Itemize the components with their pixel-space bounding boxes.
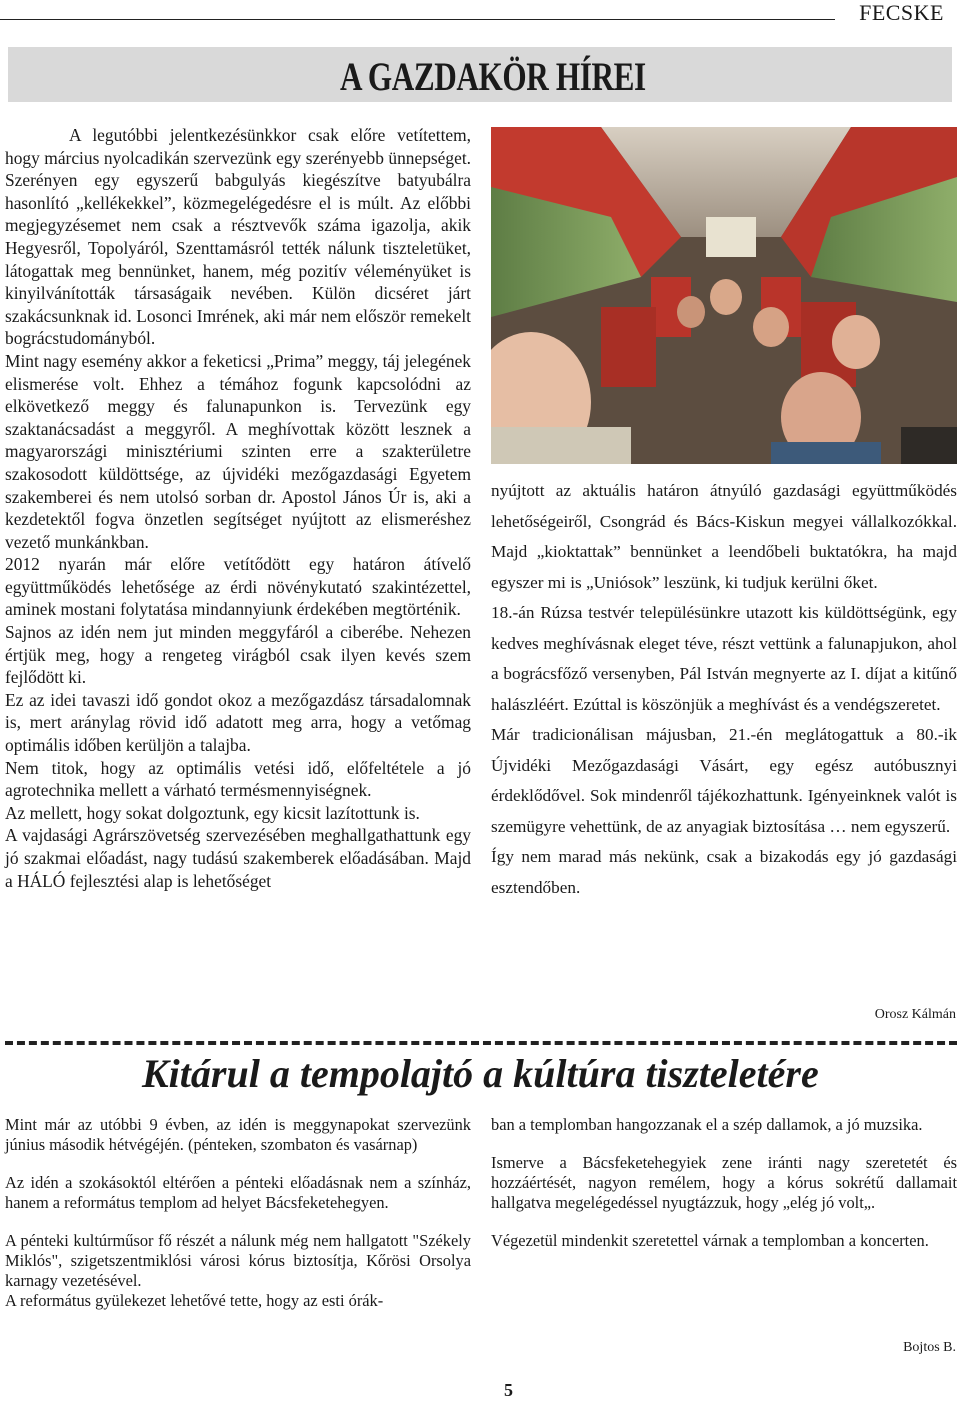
article1-paragraph: 18.-án Rúzsa testvér településünkre utazott kis küldöttségünk, egy kedves meghívásnak eleget téve, részt vettünk a falunapjukon, ahol a bográcsfőző versenyben, Pál István megnyerte az I. díjat a kitűnő halászléért. Ezúttal is köszönjük a meghívást és a vendégszeretet.	[491, 603, 957, 714]
article1-author: Orosz Kálmán	[874, 1007, 956, 1022]
page-number: 5	[504, 1380, 513, 1400]
article2-paragraph: A pénteki kultúrműsor fő részét a nálunk még nem hallgatott "Székely Miklós", szigetszentmiklósi városi kórus biztosítja, Kőrösi Orsolya karnagy vezetésével.	[5, 1231, 471, 1290]
article2-author: Bojtos B.	[903, 1340, 956, 1355]
article2-paragraph: Mint már az utóbbi 9 évben, az idén is meggynapokat szervezünk június második hétvégéjén. (pénteken, szombaton és vasárnap)	[5, 1115, 471, 1154]
article2-left-column	[5, 1115, 471, 1311]
section-title: A GAZDAKÖR HÍREI	[340, 54, 646, 99]
header-rule	[0, 19, 835, 20]
article1-paragraph: Sajnos az idén nem jut minden meggyfáról a ciberébe. Nehezen értjük meg, hogy a rengeteg virágból csak ilyen kevés szem fejlődött ki.	[5, 622, 471, 688]
section-divider	[5, 1041, 957, 1045]
section-banner	[8, 47, 952, 102]
article1-paragraph: Mint nagy esemény akkor a feketicsi „Prima” meggy, táj jelegének elismerése volt. Ehhez a témához fogunk kapcsolódni az elkövetkező meggy és falunapunkon is. Tervezünk egy szaktanácsadást a meggyről. A meghívottak között lesznek a magyarországi minisztériumi szinten erre a szakterületre szakosodott küldöttsége, az újvidéki mezőgazdasági Egyetem szakemberei és nem utolsó sorban dr. Apostol János Úr is, aki a kezdetektől fogva önzetlen segítséget nyújtott az elismeréshez vezető munkánkban.	[5, 350, 471, 552]
article1-paragraph: 2012 nyarán már előre vetítődött egy határon átívelő együttműködés lehetősége az érdi növénykutató szakintézettel, aminek mostani folytatása mindannyiunk érdekében megtörténik.	[5, 554, 471, 620]
article1-paragraph: nyújtott az aktuális határon átnyúló gazdasági együttműködés lehetőségeiről, Csongrád és Bács-Kiskun megyei vállalkozókkal. Majd „kioktattak” bennünket a leendőbeli buktatókra, ha majd egyszer mi is „Uniósok” leszünk, ki tudjuk kerülni őket.	[491, 481, 957, 592]
publication-name: FECSKE	[859, 0, 944, 25]
bus-interior-photo	[491, 127, 957, 464]
article1-paragraph: Nem titok, hogy az optimális vetési idő, előfeltétele a jó agrotechnika mellett a várható termésmennyiségnek.	[5, 757, 471, 801]
article1-right-column	[491, 476, 957, 903]
article1-paragraph: Már tradicionálisan májusban, 21.-én meglátogattuk a 80.-ik Újvidéki Mezőgazdasági Vásárt, egy egész autóbusznyi érdeklődővel. Sok mindenről tájékozhattunk. Igényeinknek valót is szemügyre vehettünk, de az anyagiak biztosítása … nem egyszerű.	[491, 725, 957, 836]
article1-paragraph: Az mellett, hogy sokat dolgoztunk, egy kicsit lazítottunk is.	[5, 802, 420, 823]
article2-paragraph: ban a templomban hangozzanak el a szép dallamok, a jó muzsika.	[491, 1115, 923, 1134]
article2-paragraph: Az idén a szokásoktól eltérően a pénteki előadásnak nem a színház, hanem a református templom ad helyet Bácsfeketehegyen.	[5, 1173, 471, 1212]
article2-paragraph: Ismerve a Bácsfeketehegyiek zene iránti nagy szeretetét és hozzáértését, nagyon remélem, hogy a kórus sokrétű dallamait hallgatva megelégedéssel nyugtázzuk, hogy „elég jó volt„.	[491, 1153, 957, 1212]
article2-paragraph: Végezetül mindenkit szeretettel várnak a templomban a koncerten.	[491, 1231, 929, 1250]
article2-paragraph: A református gyülekezet lehetővé tette, hogy az esti órák-	[5, 1291, 384, 1310]
article1-paragraph: Ez az idei tavaszi idő gondot okoz a mezőgazdász társadalomnak is, mert aránylag rövid idő adatott meg arra, hogy a vetőmag optimális időben kerüljön a talajba.	[5, 689, 471, 756]
bus-photo-illustration	[491, 127, 957, 464]
article2-right-column	[491, 1115, 957, 1269]
article1-paragraph: Így nem marad más nekünk, csak a bizakodás egy jó gazdasági esztendőben.	[491, 847, 957, 897]
article1-paragraph: A vajdasági Agrárszövetség szervezésében meghallgathattunk egy jó szakmai előadást, nagy tudású szakemberek előadásában. Majd a HÁLÓ fejlesztési alap is lehetőséget	[5, 825, 471, 891]
article1-left-column	[5, 124, 471, 892]
article1-paragraph: A legutóbbi jelentkezésünkkor csak előre vetítettem, hogy március nyolcadikán szervezünk egy szerényebb ünnepséget. Szerényen egy egyszerű babgulyás kiegészítve batyubálra hasonlító „kellékekkel”, közmegelégedésre el is múlt. Az előbbi megjegyzésemet nem csak a résztvevők száma igazolja, akik Hegyesről, Topolyáról, Szenttamásról tették nálunk tiszteletüket, látogattak meg bennünket, hanem, még pozitív véleményüket is kinyilvánították társaságaik nevében. Külön dicséret járt szakácsunknak id. Losonci Imrének, aki már nem először remekelt bográcstudományból.	[5, 125, 471, 349]
article2-title: Kitárul a tempolajtó a kúltúra tiszteletére	[142, 1051, 819, 1096]
